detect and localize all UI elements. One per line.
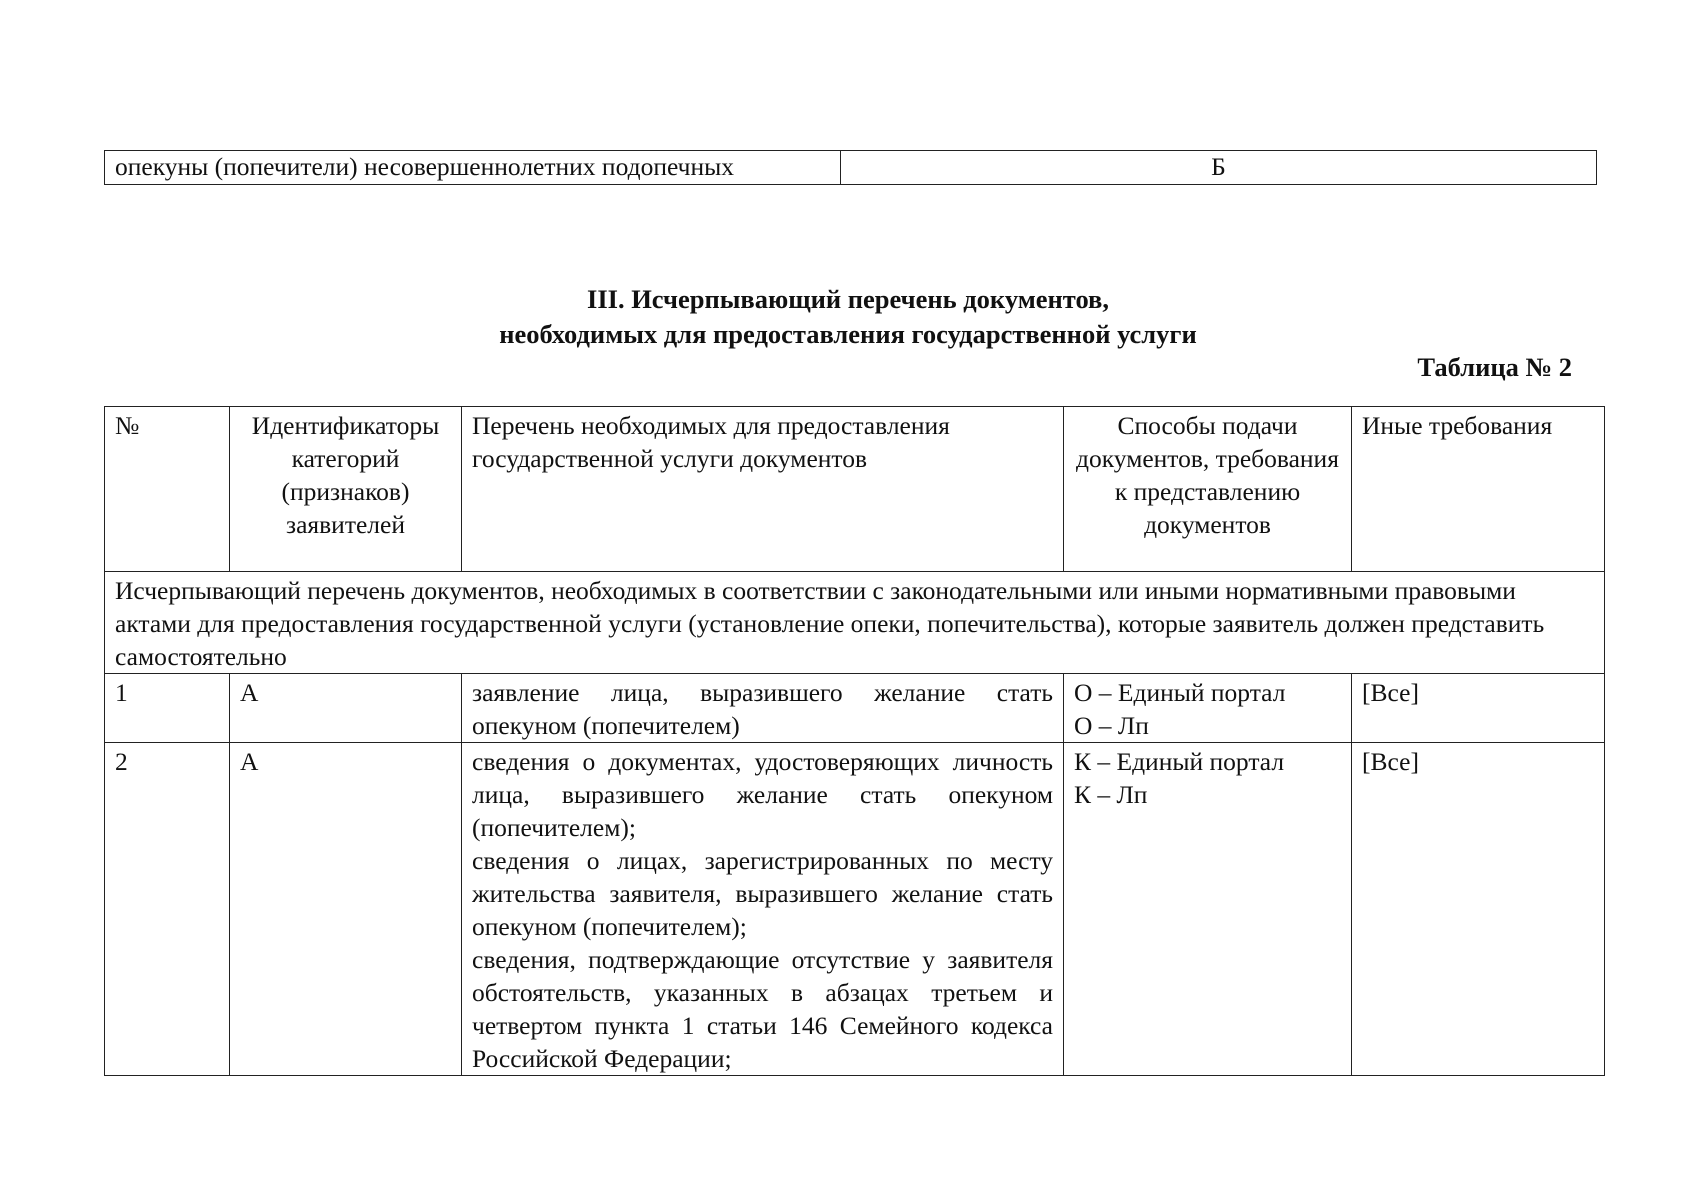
section-title-line-1: III. Исчерпывающий перечень документов, (587, 284, 1109, 314)
section-title (0, 282, 1696, 352)
method-item: О – Лп (1074, 711, 1149, 740)
row-methods (1064, 743, 1352, 1076)
header-documents: Перечень необходимых для предоставления государственной услуги документов (462, 407, 1064, 572)
header-submission-methods: Способы подачи документов, требования к представлению документов (1064, 407, 1352, 572)
row-identifier: А (230, 674, 462, 743)
section-title-line-2: необходимых для предоставления государственной услуги (499, 319, 1197, 349)
row-other-requirements: [Все] (1352, 743, 1605, 1076)
table-header-row (105, 407, 1605, 572)
table-caption: Таблица № 2 (1417, 352, 1572, 382)
span-row-text: Исчерпывающий перечень документов, необходимых в соответствии с законодательными или иными нормативными правовыми актами для предоставления государственной услуги (установление опеки, попечительства), которые заявитель должен представить самостоятельно (105, 572, 1605, 674)
row-number: 2 (105, 743, 230, 1076)
applicant-categories-table (104, 150, 1597, 185)
documents-table (104, 406, 1605, 1076)
document-item: заявление лица, выразившего желание стать опекуном (попечителем) (472, 678, 1053, 740)
row-other-requirements: [Все] (1352, 674, 1605, 743)
document-item: сведения, подтверждающие отсутствие у заявителя обстоятельств, указанных в абзацах третьем и четвертом пункта 1 статьи 146 Семейного кодекса Российской Федерации; (472, 945, 1053, 1073)
header-identifiers: Идентификаторы категорий (признаков) заявителей (230, 407, 462, 572)
category-identifier-cell: Б (841, 151, 1597, 185)
header-other-requirements: Иные требования (1352, 407, 1605, 572)
row-number: 1 (105, 674, 230, 743)
table-span-row (105, 572, 1605, 674)
table-row (105, 743, 1605, 1076)
document-item: сведения о документах, удостоверяющих личность лица, выразившего желание стать опекуном (попечителем); (472, 747, 1053, 842)
header-number: № (105, 407, 230, 572)
row-documents (462, 743, 1064, 1076)
applicant-category-cell: опекуны (попечители) несовершеннолетних подопечных (105, 151, 841, 185)
method-item: О – Единый портал (1074, 678, 1286, 707)
row-documents (462, 674, 1064, 743)
table-row (105, 151, 1597, 185)
row-methods (1064, 674, 1352, 743)
row-identifier: А (230, 743, 462, 1076)
method-item: К – Лп (1074, 780, 1148, 809)
method-item: К – Единый портал (1074, 747, 1285, 776)
document-item: сведения о лицах, зарегистрированных по месту жительства заявителя, выразившего желание стать опекуном (попечителем); (472, 846, 1053, 941)
table-row (105, 674, 1605, 743)
